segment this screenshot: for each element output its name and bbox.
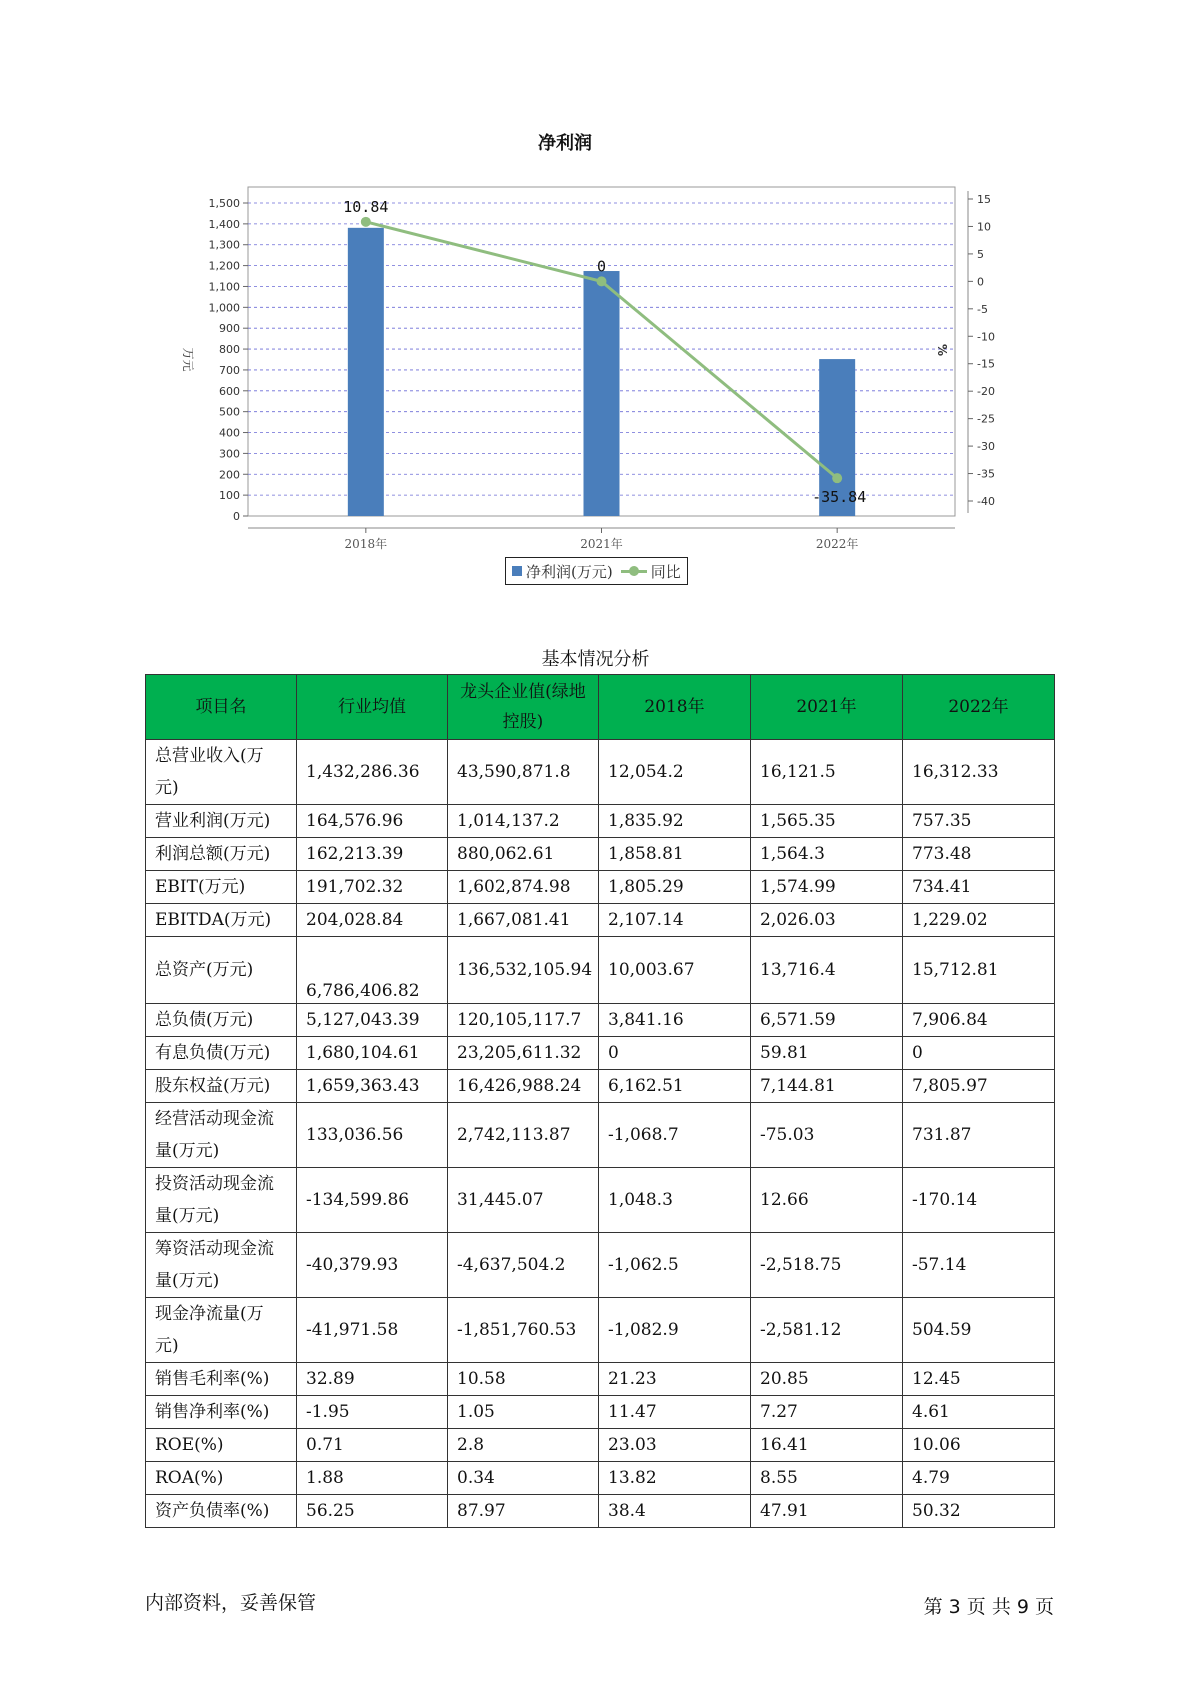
value-cell: 5,127,043.39 (297, 1004, 448, 1037)
value-cell: -1,851,760.53 (448, 1298, 599, 1363)
value-cell: 1,805.29 (599, 871, 751, 904)
y2-tick-label: -20 (977, 385, 995, 399)
chart-legend (505, 557, 688, 585)
value-cell: 133,036.56 (297, 1103, 448, 1168)
value-cell: 0 (903, 1037, 1055, 1070)
value-cell: -134,599.86 (297, 1168, 448, 1233)
value-cell: 1,574.99 (751, 871, 903, 904)
series-point (597, 276, 607, 286)
table-row (146, 1363, 1055, 1396)
value-cell: -41,971.58 (297, 1298, 448, 1363)
value-cell: 1,680,104.61 (297, 1037, 448, 1070)
y-tick-label: 300 (219, 447, 240, 461)
value-cell: 1,014,137.2 (448, 805, 599, 838)
value-cell: 1,432,286.36 (297, 740, 448, 805)
header-cell: 2018年 (599, 675, 751, 740)
value-cell: 1,835.92 (599, 805, 751, 838)
value-cell: 10.58 (448, 1363, 599, 1396)
row-name-cell: 利润总额(万元) (146, 838, 297, 871)
table-row (146, 904, 1055, 937)
value-cell: 15,712.81 (903, 937, 1055, 1004)
value-cell: 23.03 (599, 1429, 751, 1462)
value-cell: 1,667,081.41 (448, 904, 599, 937)
y-tick-label: 600 (219, 384, 240, 398)
legend-line-label: 同比 (650, 562, 681, 581)
value-cell: 1,048.3 (599, 1168, 751, 1233)
header-cell: 项目名 (146, 675, 297, 740)
value-cell: 56.25 (297, 1495, 448, 1528)
table-row (146, 838, 1055, 871)
value-cell: 1,659,363.43 (297, 1070, 448, 1103)
y2-axis-label: % (935, 343, 949, 357)
value-cell: 6,162.51 (599, 1070, 751, 1103)
y-tick-label: 1,400 (208, 217, 240, 231)
value-cell: -2,581.12 (751, 1298, 903, 1363)
series-point (832, 473, 842, 483)
value-cell: -1,062.5 (599, 1233, 751, 1298)
table-row (146, 871, 1055, 904)
table-row (146, 805, 1055, 838)
row-name-cell: EBITDA(万元) (146, 904, 297, 937)
y-tick-label: 200 (219, 468, 240, 482)
value-cell: 880,062.61 (448, 838, 599, 871)
legend-bar-swatch (512, 566, 522, 576)
value-cell: 3,841.16 (599, 1004, 751, 1037)
value-cell: -1,082.9 (599, 1298, 751, 1363)
value-cell: -75.03 (751, 1103, 903, 1168)
value-cell: 1.88 (297, 1462, 448, 1495)
value-cell: 1,602,874.98 (448, 871, 599, 904)
value-cell: 0.71 (297, 1429, 448, 1462)
value-cell: 120,105,117.7 (448, 1004, 599, 1037)
legend-bar-label: 净利润(万元) (526, 562, 613, 581)
row-name-cell: 销售毛利率(%) (146, 1363, 297, 1396)
y-tick-label: 800 (219, 343, 240, 357)
value-cell: -170.14 (903, 1168, 1055, 1233)
value-cell: 20.85 (751, 1363, 903, 1396)
table-row (146, 937, 1055, 1004)
value-cell: 731.87 (903, 1103, 1055, 1168)
header-cell: 2022年 (903, 675, 1055, 740)
value-cell: 1,565.35 (751, 805, 903, 838)
chart-title: 净利润 (538, 133, 592, 154)
header-cell: 龙头企业值(绿地控股) (448, 675, 599, 740)
value-cell: 6,786,406.82 (297, 937, 448, 1004)
value-cell: 2,742,113.87 (448, 1103, 599, 1168)
value-cell: 12,054.2 (599, 740, 751, 805)
table-row (146, 1462, 1055, 1495)
value-cell: -1,068.7 (599, 1103, 751, 1168)
table-row (146, 1396, 1055, 1429)
table-header-row (146, 675, 1055, 740)
header-cell: 2021年 (751, 675, 903, 740)
table-row (146, 1495, 1055, 1528)
value-cell: 7,805.97 (903, 1070, 1055, 1103)
data-label: -35.84 (812, 488, 867, 507)
table-row (146, 1037, 1055, 1070)
table-row (146, 740, 1055, 805)
y-tick-label: 1,000 (208, 301, 240, 315)
y-tick-label: 400 (219, 426, 240, 440)
value-cell: 191,702.32 (297, 871, 448, 904)
y2-tick-label: -10 (977, 330, 995, 344)
row-name-cell: 总负债(万元) (146, 1004, 297, 1037)
header-cell: 行业均值 (297, 675, 448, 740)
value-cell: 12.45 (903, 1363, 1055, 1396)
table-body (146, 740, 1055, 1528)
value-cell: 757.35 (903, 805, 1055, 838)
value-cell: 87.97 (448, 1495, 599, 1528)
value-cell: 16,121.5 (751, 740, 903, 805)
value-cell: 136,532,105.94 (448, 937, 599, 1004)
value-cell: 1,229.02 (903, 904, 1055, 937)
y2-tick-label: 0 (977, 275, 984, 289)
value-cell: 21.23 (599, 1363, 751, 1396)
basic-analysis-table (145, 674, 1055, 1528)
y-tick-label: 1,100 (208, 280, 240, 294)
value-cell: 16,312.33 (903, 740, 1055, 805)
value-cell: 16,426,988.24 (448, 1070, 599, 1103)
row-name-cell: ROE(%) (146, 1429, 297, 1462)
value-cell: 59.81 (751, 1037, 903, 1070)
value-cell: 6,571.59 (751, 1004, 903, 1037)
row-name-cell: 现金净流量(万元) (146, 1298, 297, 1363)
table-title: 基本情况分析 (541, 649, 650, 670)
y-tick-label: 1,300 (208, 238, 240, 252)
value-cell: 4.61 (903, 1396, 1055, 1429)
y-tick-label: 700 (219, 363, 240, 377)
value-cell: 50.32 (903, 1495, 1055, 1528)
table-row (146, 1070, 1055, 1103)
value-cell: 8.55 (751, 1462, 903, 1495)
y2-tick-label: -15 (977, 357, 995, 371)
table-row (146, 1298, 1055, 1363)
y-tick-label: 1,200 (208, 259, 240, 273)
value-cell: 1,564.3 (751, 838, 903, 871)
footer-confidential: 内部资料，妥善保管 (145, 1592, 317, 1614)
y-tick-label: 1,500 (208, 197, 240, 210)
y-axis-label: 万元 (181, 347, 195, 372)
table-row (146, 1168, 1055, 1233)
table-row (146, 1233, 1055, 1298)
row-name-cell: 总资产(万元) (146, 937, 297, 1004)
value-cell: 773.48 (903, 838, 1055, 871)
data-label: 0 (596, 257, 607, 276)
value-cell: 734.41 (903, 871, 1055, 904)
y-tick-label: 900 (219, 322, 240, 336)
row-name-cell: 销售净利率(%) (146, 1396, 297, 1429)
value-cell: 10,003.67 (599, 937, 751, 1004)
y-tick-label: 0 (233, 510, 240, 523)
value-cell: 43,590,871.8 (448, 740, 599, 805)
value-cell: 0.34 (448, 1462, 599, 1495)
value-cell: 38.4 (599, 1495, 751, 1528)
table-row (146, 1103, 1055, 1168)
row-name-cell: ROA(%) (146, 1462, 297, 1495)
bar (348, 228, 384, 516)
value-cell: -1.95 (297, 1396, 448, 1429)
value-cell: 31,445.07 (448, 1168, 599, 1233)
y2-tick-label: -25 (977, 412, 995, 426)
value-cell: 13.82 (599, 1462, 751, 1495)
row-name-cell: 投资活动现金流量(万元) (146, 1168, 297, 1233)
value-cell: 7,144.81 (751, 1070, 903, 1103)
y2-tick-label: -35 (977, 467, 995, 481)
row-name-cell: EBIT(万元) (146, 871, 297, 904)
value-cell: 204,028.84 (297, 904, 448, 937)
value-cell: -57.14 (903, 1233, 1055, 1298)
value-cell: 1,858.81 (599, 838, 751, 871)
value-cell: 11.47 (599, 1396, 751, 1429)
x-tick-label: 2018年 (344, 537, 388, 551)
y2-tick-label: 15 (977, 193, 991, 206)
table-row (146, 1004, 1055, 1037)
value-cell: 504.59 (903, 1298, 1055, 1363)
legend-line-swatch (621, 565, 647, 577)
row-name-cell: 营业利润(万元) (146, 805, 297, 838)
series-point (361, 217, 371, 227)
value-cell: -4,637,504.2 (448, 1233, 599, 1298)
value-cell: 13,716.4 (751, 937, 903, 1004)
value-cell: 10.06 (903, 1429, 1055, 1462)
chart-canvas (150, 130, 995, 551)
bar (584, 271, 620, 516)
y2-tick-label: -30 (977, 440, 995, 454)
row-name-cell: 有息负债(万元) (146, 1037, 297, 1070)
value-cell: -2,518.75 (751, 1233, 903, 1298)
row-name-cell: 资产负债率(%) (146, 1495, 297, 1528)
value-cell: 7.27 (751, 1396, 903, 1429)
data-label: 10.84 (343, 197, 389, 216)
value-cell: 1.05 (448, 1396, 599, 1429)
row-name-cell: 股东权益(万元) (146, 1070, 297, 1103)
value-cell: 2,107.14 (599, 904, 751, 937)
x-tick-label: 2022年 (815, 537, 859, 551)
value-cell: 164,576.96 (297, 805, 448, 838)
y2-tick-label: -5 (977, 302, 988, 316)
y2-tick-label: 10 (977, 220, 991, 234)
value-cell: 162,213.39 (297, 838, 448, 871)
value-cell: 2.8 (448, 1429, 599, 1462)
value-cell: -40,379.93 (297, 1233, 448, 1298)
value-cell: 32.89 (297, 1363, 448, 1396)
table-row (146, 1429, 1055, 1462)
row-name-cell: 筹资活动现金流量(万元) (146, 1233, 297, 1298)
value-cell: 23,205,611.32 (448, 1037, 599, 1070)
value-cell: 7,906.84 (903, 1004, 1055, 1037)
y-tick-label: 100 (219, 489, 240, 503)
value-cell: 0 (599, 1037, 751, 1070)
x-tick-label: 2021年 (580, 537, 623, 551)
net-profit-chart (150, 130, 995, 600)
value-cell: 2,026.03 (751, 904, 903, 937)
value-cell: 4.79 (903, 1462, 1055, 1495)
value-cell: 12.66 (751, 1168, 903, 1233)
row-name-cell: 经营活动现金流量(万元) (146, 1103, 297, 1168)
y2-tick-label: 5 (977, 247, 984, 261)
y-tick-label: 500 (219, 405, 240, 419)
footer-page-number: 第 3 页 共 9 页 (923, 1596, 1054, 1618)
row-name-cell: 总营业收入(万元) (146, 740, 297, 805)
value-cell: 16.41 (751, 1429, 903, 1462)
value-cell: 47.91 (751, 1495, 903, 1528)
y2-tick-label: -40 (977, 495, 995, 508)
